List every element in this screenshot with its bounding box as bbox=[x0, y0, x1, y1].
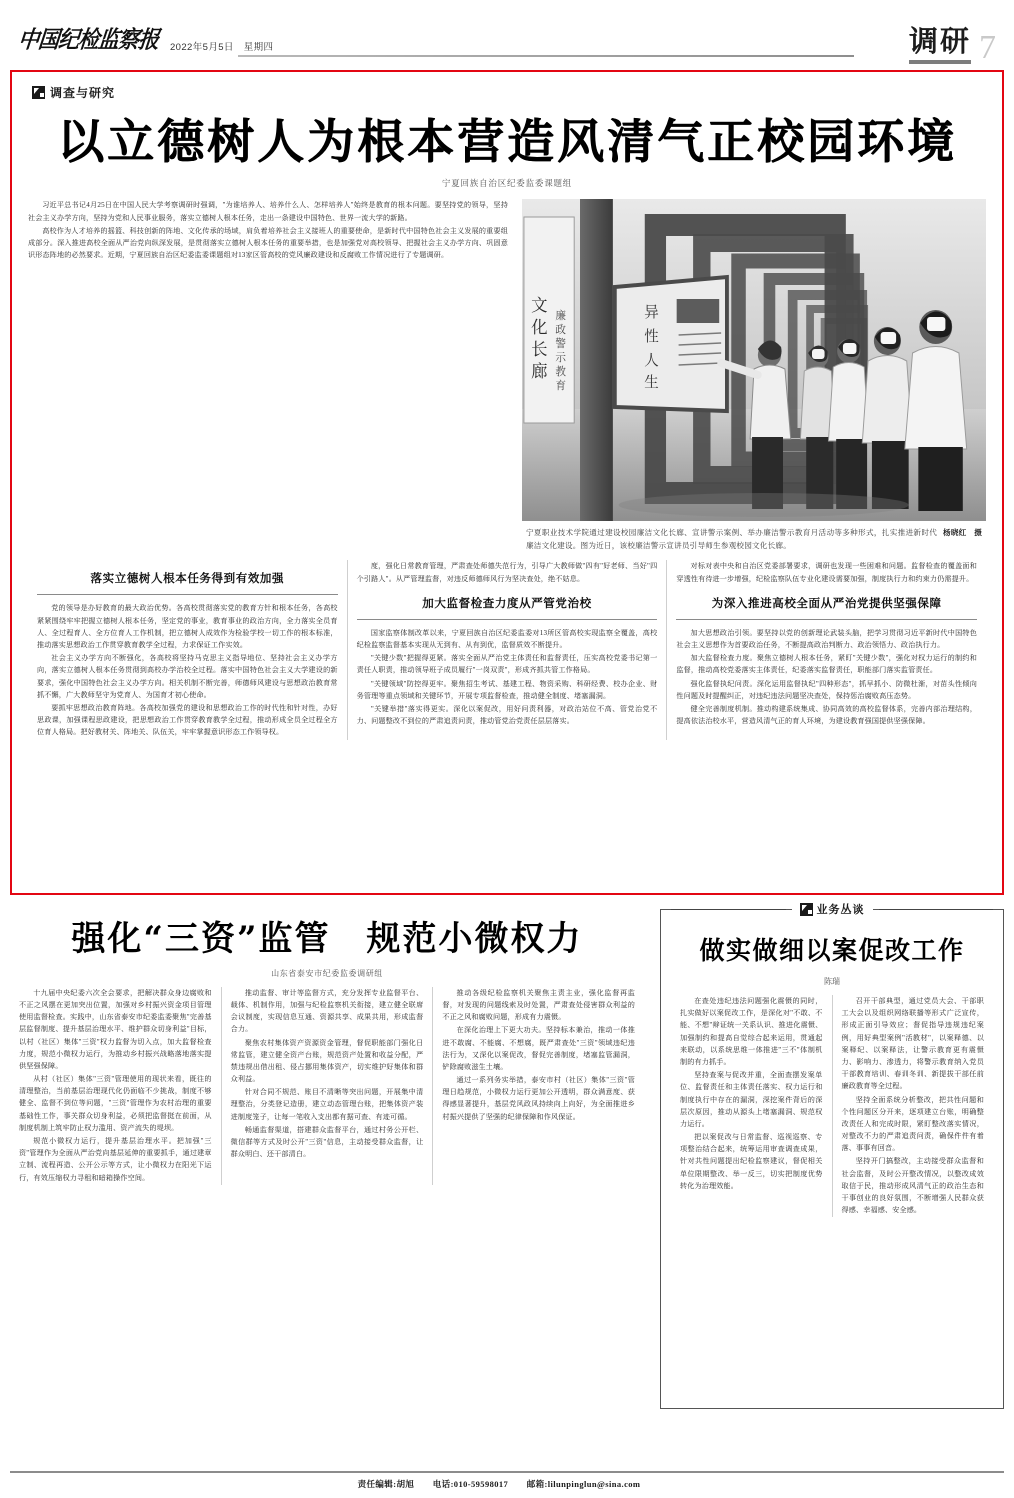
photo-credit: 杨晓红 摄 bbox=[943, 528, 982, 538]
publication-title: 中国纪检监察报 bbox=[16, 25, 160, 54]
paragraph: 坚持全面系统分析整改，把共性问题和个性问题区分开来，逐项建立台账，明确整改责任人和完成时限，紧盯整改落实情况，对整改不力的严肃追责问责，确保件件有着落、事事有回音。 bbox=[841, 1095, 984, 1153]
paragraph: 从村（社区）集体"三资"管理使用的现状来看，既往的清理整治，当前基层治理现代化仍面临不少挑战，制度不够健全、监督不到位等问题，"三资"管理作为农村治理的重要基础性工作，事关群众切身利益，必须把监督挺在前面，从制度机制上筑牢防止权力滥用、资产流失的堤坝。 bbox=[19, 1075, 212, 1132]
paragraph: 社会主义办学方向不断强化，各高校将坚持马克思主义指导地位、坚持社会主义办学方向，落实立德树人根本任务贯彻到高校办学治校全过程。落实中国特色社会主义大学建设的新要求，强化中国特色社会主义办学方向。相关机制不断完善，师德师风建设与思想政治教育常抓不懈，广大教师坚守为党育人、为国育才初心使命。 bbox=[37, 654, 338, 699]
page-footer bbox=[10, 1471, 1004, 1490]
footer-email: 邮箱:lilunpinglun@sina.com bbox=[526, 1479, 641, 1489]
paragraph: 健全完善制度机制。推动构建系统集成、协同高效的高校监督体系，完善内部治理结构，提高依法治校水平，营造风清气正的育人环境，为建设教育强国提供坚强保障。 bbox=[676, 704, 978, 726]
svg-text:廊: 廊 bbox=[531, 361, 548, 382]
footer-editor: 责任编辑:胡旭 bbox=[357, 1479, 415, 1489]
paragraph: 加大思想政治引领。要坚持以党的创新理论武装头脑，把学习贯彻习近平新时代中国特色社会主义思想作为首要政治任务，不断提高政治判断力、政治领悟力、政治执行力。 bbox=[676, 628, 978, 650]
bottom-right-column-2 bbox=[832, 995, 994, 1217]
top-article-column-2 bbox=[347, 560, 667, 739]
kicker-inner bbox=[792, 901, 873, 917]
paragraph: 规范小微权力运行，提升基层治理水平。把加强"三资"管理作为全面从严治党向基层延伸的重要抓手，通过建章立制、流程再造、公开公示等方式，让小微权力在阳光下运行，有效压缩权力寻租和暗箱操作空间。 bbox=[19, 1137, 212, 1182]
bottom-right-byline: 陈瑞 bbox=[824, 977, 840, 986]
flag-icon bbox=[800, 903, 813, 916]
svg-text:化: 化 bbox=[531, 317, 548, 338]
bottom-left-columns bbox=[10, 987, 644, 1185]
bottom-right-kicker-label: 业务丛谈 bbox=[816, 904, 865, 916]
top-article-subhead-3: 为深入推进高校全面从严治党提供坚强保障 bbox=[711, 595, 942, 610]
bottom-right-article bbox=[660, 904, 1004, 1409]
paragraph: 推动监督、审计等监督方式，充分发挥专业监督平台、载体、机制作用，加强与纪检监察机关衔接，建立健全联席会议制度，实现信息互通、资源共享、成果共用，形成监督合力。 bbox=[230, 988, 424, 1034]
paragraph: 加大监督检查力度。聚焦立德树人根本任务，紧盯"关键少数"，强化对权力运行的制约和监督，推动高校党委落实主体责任，纪委落实监督责任，职能部门落实监管责任。 bbox=[676, 654, 978, 675]
svg-text:育: 育 bbox=[555, 379, 566, 393]
paragraph: 坚持查案与促改并重，全面查摆发案单位、监督责任和主体责任落实、权力运行和制度执行中存在的漏洞，深挖案件背后的深层次原因，推动从源头上堵塞漏洞、规范权力运行。 bbox=[680, 1071, 823, 1128]
bottom-left-column-3 bbox=[432, 987, 644, 1185]
bottom-left-column-2 bbox=[221, 987, 433, 1185]
svg-text:警: 警 bbox=[555, 337, 566, 351]
svg-text:性: 性 bbox=[644, 328, 659, 346]
section-title: 调研 bbox=[909, 27, 971, 64]
top-article-column-3 bbox=[666, 560, 986, 739]
top-article-headline: 以立德树人为根本营造风清气正校园环境 bbox=[57, 115, 957, 170]
top-article-column-1-body bbox=[37, 602, 338, 738]
paragraph: 推动各级纪检监察机关聚焦主责主业，强化监督再监督，对发现的问题线索及时处置，严肃查处侵害群众利益的不正之风和腐败问题，形成有力震慑。 bbox=[442, 988, 636, 1022]
lead-paragraph: 高校作为人才培养的摇篮、科技创新的阵地、文化传承的场域，肩负着培养社会主义接班人的重要使命，是新时代中国特色社会主义发展的重要组成部分。深入推进高校全面从严治党向纵深发展，是贯彻落实立德树人根本任务的重要举措，也是加强党对高校领导、把握社会主义办学方向、巩固意识形态阵地的必然要求。近期，宁夏回族自治区纪委监委课题组对13家区管高校的党风廉政建设和反腐败工作情况进行了专题调研。 bbox=[28, 226, 508, 260]
paragraph: "关键领域"防控得更牢。聚焦招生考试、基建工程、物资采购、科研经费、校办企业、财务管理等重点领域和关键环节，开展专项监督检查，推动健全制度、堵塞漏洞。 bbox=[356, 679, 658, 700]
paragraph: "关键举措"落实得更实。深化以案促改，用好问责利器，对政治站位不高、管党治党不力、问题整改不到位的严肃追责问责，推动管党治党责任层层落实。 bbox=[356, 704, 658, 726]
footer-divider bbox=[10, 1471, 1004, 1473]
bottom-section bbox=[10, 904, 1004, 1429]
subhead-divider bbox=[676, 619, 977, 620]
top-article-subhead-2: 加大监督检查力度从严管党治校 bbox=[422, 595, 592, 610]
masthead bbox=[10, 0, 1004, 66]
paragraph: 党的领导是办好教育的最大政治优势。各高校贯彻落实党的教育方针和根本任务，各高校紧紧围绕牢牢把握立德树人根本任务，坚定党的事业，教育事业的政治方向，全力落实全员育人、全过程育人、全方位育人工作机制，把立德树人成效作为检验学校一切工作的根本标准，推动落实思想政治工作贯穿教育教学全过程，力求保证工作实效。 bbox=[37, 604, 338, 650]
top-article-byline: 宁夏回族自治区纪委监委课题组 bbox=[441, 178, 573, 189]
lead-paragraph: 习近平总书记4月25日在中国人民大学考察调研时强调，"为谁培养人、培养什么人、怎样培养人"始终是教育的根本问题。要坚持党的领导，坚持社会主义办学方向，坚持为党和人民事业服务，落实立德树人根本任务，走出一条建设中国特色、世界一流大学的新路。 bbox=[28, 201, 508, 222]
top-article-photo-caption bbox=[522, 527, 986, 552]
paragraph: 聚焦农村集体资产资源资金管理，督促职能部门强化日常监管，建立健全资产台账，规范资产处置和收益分配，严禁违规出借出租、侵占挪用集体资产，切实维护好集体和群众利益。 bbox=[230, 1038, 424, 1084]
masthead-divider bbox=[238, 55, 854, 57]
top-article bbox=[10, 70, 1004, 895]
page-number: 7 bbox=[979, 28, 996, 66]
paragraph: "关键少数"把握得更紧。落实全面从严治党主体责任和监督责任，压实高校党委书记第一责任人职责，推动领导班子成员履行"一岗双责"，形成齐抓共管工作格局。 bbox=[356, 654, 658, 675]
publication-date: 2022年5月5日 星期四 bbox=[170, 42, 274, 53]
top-article-lead-text bbox=[28, 199, 508, 552]
svg-text:异: 异 bbox=[644, 304, 659, 322]
svg-text:廉: 廉 bbox=[555, 309, 566, 323]
svg-text:文: 文 bbox=[531, 295, 548, 316]
subhead-divider bbox=[37, 594, 338, 595]
bottom-left-article bbox=[10, 909, 644, 1429]
footer-info bbox=[10, 1478, 1004, 1490]
bottom-left-headline: 强化“三资”监管 规范小微权力 bbox=[71, 919, 583, 959]
bottom-right-columns bbox=[671, 995, 993, 1217]
flag-icon bbox=[32, 86, 45, 99]
footer-phone: 电话:010-59598017 bbox=[432, 1479, 509, 1489]
subhead-divider bbox=[357, 619, 658, 620]
top-article-column-2-body bbox=[357, 627, 658, 728]
bottom-right-headline: 做实做细以案促改工作 bbox=[699, 936, 965, 965]
paragraph: 强化监督执纪问责。深化运用监督执纪"四种形态"，抓早抓小、防微杜渐，对苗头性倾向性问题及时提醒纠正，对违纪违法问题坚决查处，保持惩治腐败高压态势。 bbox=[676, 679, 978, 700]
svg-text:长: 长 bbox=[531, 339, 548, 360]
paragraph: 国家监察体制改革以来，宁夏回族自治区纪委监委对13所区管高校实现监察全覆盖，高校纪检监察监督基本实现从无到有、从有到优，监督质效不断提升。 bbox=[356, 628, 658, 650]
paragraph: 畅通监督渠道，搭建群众监督平台，通过村务公开栏、微信群等方式及时公开"三资"信息，主动接受群众监督，让群众明白、还干部清白。 bbox=[230, 1125, 424, 1159]
top-article-photo-block bbox=[522, 199, 986, 552]
kicker-rule-left bbox=[671, 909, 786, 910]
bottom-right-kicker bbox=[671, 901, 993, 917]
top-article-subhead-1: 落实立德树人根本任务得到有效加强 bbox=[90, 571, 285, 586]
bottom-left-byline: 山东省泰安市纪委监委调研组 bbox=[271, 968, 383, 978]
bottom-left-column-1 bbox=[10, 987, 221, 1185]
paragraph: 通过一系列务实举措，泰安市村（社区）集体"三资"管理日趋规范，小微权力运行更加公开透明，群众满意度、获得感显著提升，基层党风政风持续向上向好，为全面推进乡村振兴提供了坚强的纪律保障和作风保证。 bbox=[442, 1076, 636, 1121]
paragraph: 把以案促改与日常监督、巡视巡察、专项整治结合起来，统筹运用审查调查成果，针对共性问题提出纪检监察建议，督促相关单位限期整改、举一反三，切实把制度优势转化为治理效能。 bbox=[680, 1133, 823, 1190]
paragraph: 度，强化日常教育管理，严肃查处师德失范行为，引导广大教师做"四有"好老师、当好"四个引路人"。从严管理监督，对违反师德师风行为坚决查处，绝不姑息。 bbox=[356, 562, 658, 583]
paragraph: 在查处违纪违法问题强化震慑的同时，扎实做好以案促改工作，是深化对"不敢、不能、不想"辩证统一关系认识、推进化震慑、加强制约和提高自觉综合起来运用，贯通起来联动，以系统思维一体推进"三不"体制机制的有力抓手。 bbox=[680, 997, 823, 1066]
kicker-rule-right bbox=[879, 909, 994, 910]
paragraph: 召开干部典型，通过党员大会、干部职工大会以及组织网络联播等形式广泛宣传，形成正面引导效应；督促指导违规违纪案例，用好典型案例"活教材"，以案释德、以案释纪、以案释法，让警示教育更有震慑力、影响力、渗透力，将警示教育纳入党员干部教育培训、春训冬训、新提拔干部任前廉政教育等全过程。 bbox=[841, 997, 984, 1091]
masthead-right-group bbox=[908, 24, 996, 66]
svg-text:示: 示 bbox=[555, 351, 566, 365]
top-article-columns bbox=[28, 560, 986, 739]
top-article-column-3-body-top bbox=[676, 560, 977, 584]
top-article-column-3-body bbox=[676, 627, 977, 728]
paragraph: 在深化治理上下更大功夫。坚持标本兼治，推动一体推进不敢腐、不能腐、不想腐，既严肃查处"三资"领域违纪违法行为，又深化以案促改，督促完善制度，堵塞监管漏洞，铲除腐败滋生土壤。 bbox=[442, 1026, 636, 1071]
top-article-kicker bbox=[32, 84, 986, 101]
paragraph: 要抓牢思想政治教育阵地。各高校加强党的建设和思想政治工作的时代性和针对性，办好思政课，加强课程思政建设，把思想政治工作贯穿教育教学全过程，推动形成全员全过程全方位育人格局。把好教材关、阵地关、队伍关，牢牢掌握意识形态工作领导权。 bbox=[37, 703, 338, 737]
campus-corridor-photo bbox=[522, 199, 986, 521]
paragraph: 坚持开门搞整改，主动接受群众监督和社会监督，及时公开整改情况，以整改成效取信于民，推动形成风清气正的政治生态和干事创业的良好氛围，不断增强人民群众获得感、幸福感、安全感。 bbox=[841, 1157, 984, 1215]
top-article-kicker-label: 调查与研究 bbox=[50, 86, 116, 100]
photo-caption-text: 宁夏职业技术学院通过建设校园廉洁文化长廊、宣讲警示案例、举办廉洁警示教育月活动等多种形式，扎实推进新时代廉洁文化建设。图为近日，该校廉洁警示宣讲员引导师生参观校园文化长廊。 bbox=[526, 528, 938, 550]
top-article-column-1 bbox=[28, 560, 347, 739]
bottom-right-column-1 bbox=[671, 995, 832, 1217]
svg-text:政: 政 bbox=[555, 323, 566, 337]
paragraph: 对标对表中央和自治区党委部署要求，调研也发现一些困难和问题。监督检查的覆盖面和穿透性有待进一步增强，纪检监察队伍专业化建设需要加强，制度执行力和约束力仍需提升。 bbox=[676, 562, 978, 583]
top-article-lead-row bbox=[28, 199, 986, 552]
svg-text:教: 教 bbox=[555, 365, 566, 379]
paragraph: 十九届中央纪委六次全会要求，把解决群众身边腐败和不正之风摆在更加突出位置，加强对乡村振兴资金项目管理使用监督检查。实践中，山东省泰安市纪委监委聚焦"完善基层监督制度、提升基层治理水平、维护群众切身利益"目标，以村（社区）集体"三资"权力监督为切入点，加大监督检查力度，规范小微权力运行，为推动乡村振兴战略落地落实提供坚强保障。 bbox=[19, 988, 212, 1070]
svg-text:生: 生 bbox=[644, 374, 659, 392]
top-article-column-2-body-top bbox=[357, 560, 658, 584]
svg-text:人: 人 bbox=[644, 352, 659, 370]
paragraph: 针对合同不规范、账目不清晰等突出问题，开展集中清理整治，分类登记造册，建立动态管理台账，把集体资产装进制度笼子，让每一笔收入支出都有据可查、有迹可循。 bbox=[230, 1088, 424, 1121]
